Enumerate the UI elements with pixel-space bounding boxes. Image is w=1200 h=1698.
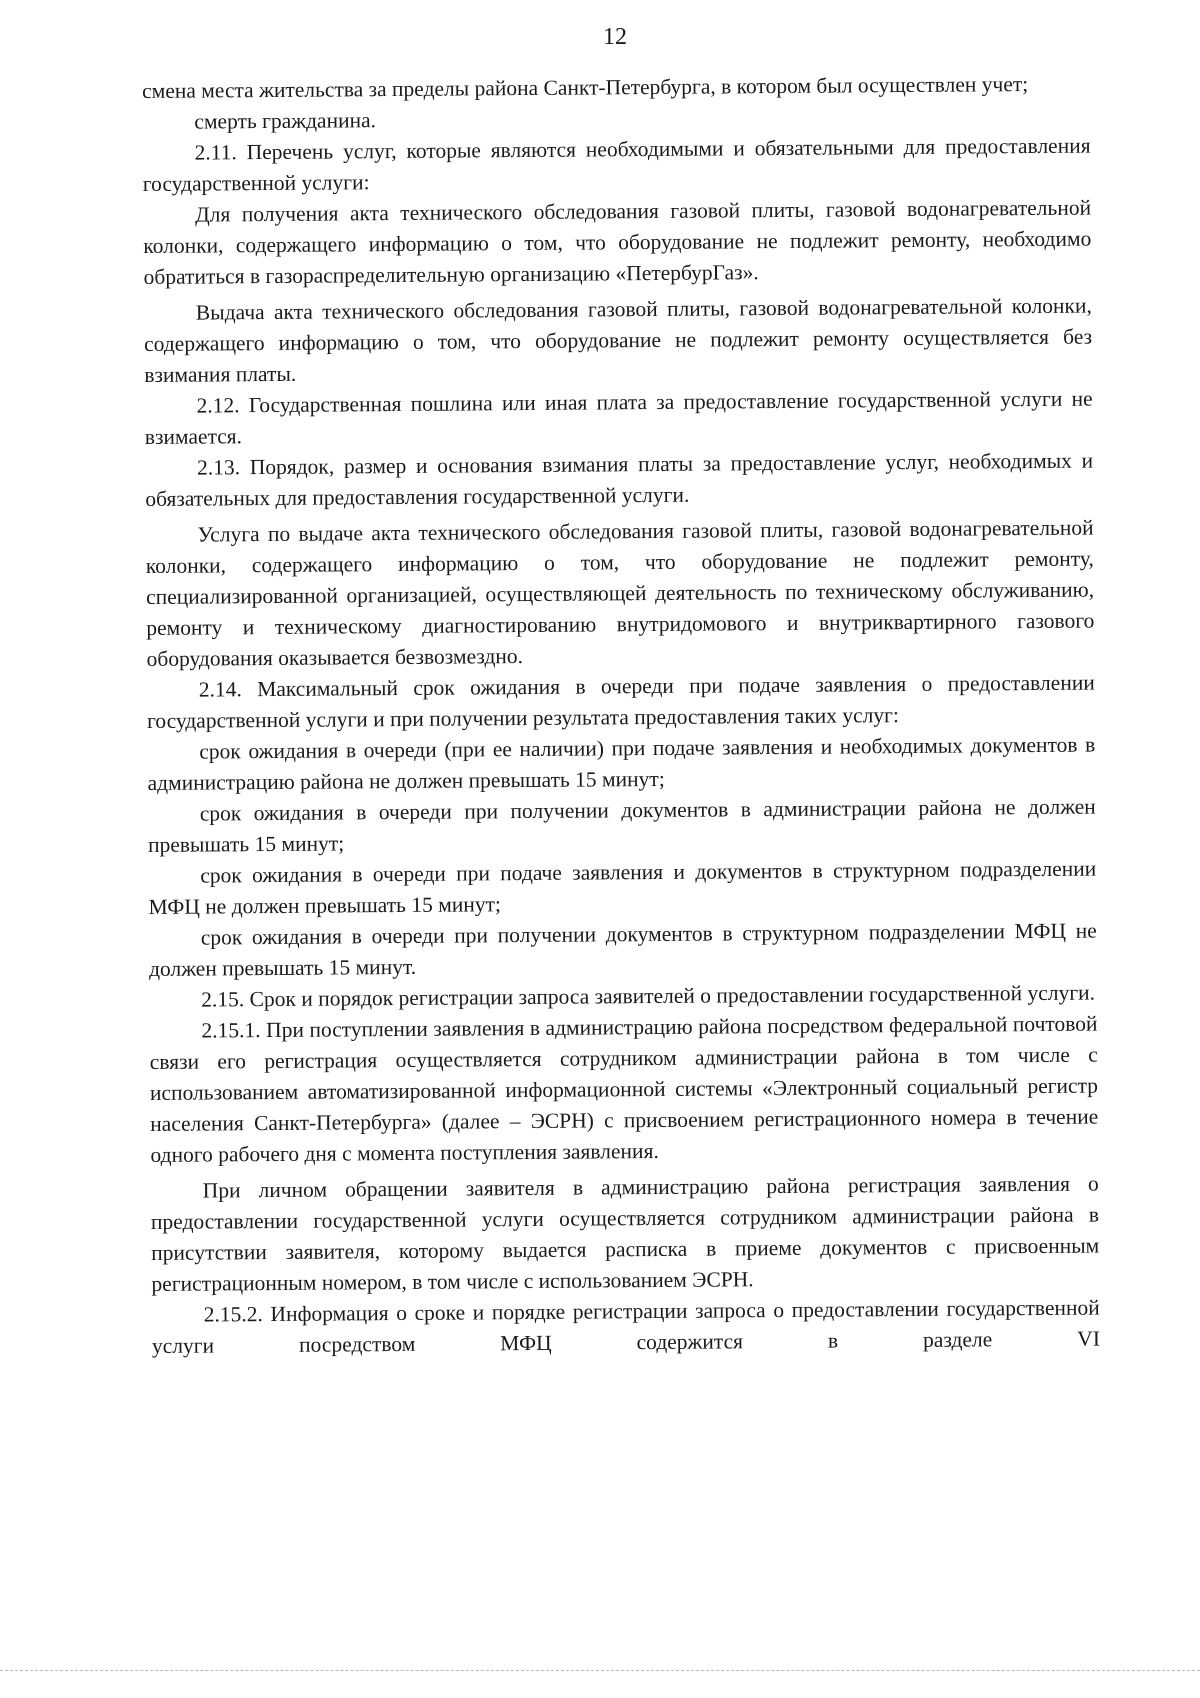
paragraph-wait-submit-admin: срок ожидания в очереди (при ее наличии) при подаче заявления и необходимых документов в администрацию района не должен превышать 15 минут;	[147, 732, 1096, 795]
scan-edge-line	[0, 1670, 1200, 1671]
paragraph-residence-change: смена места жительства за пределы района Санкт-Петербурга, в котором был осуществлен учет;	[142, 72, 1029, 103]
paragraph-2-14: 2.14. Максимальный срок ожидания в очереди при подаче заявления о предоставлении государственной услуги и при получении результата предоставления таких услуг:	[146, 670, 1095, 733]
paragraph-2-11: 2.11. Перечень услуг, которые являются необходимыми и обязательными для предоставления государственной услуги:	[142, 133, 1091, 196]
paragraph-2-15-2: 2.15.2. Информация о сроке и порядке регистрации запроса о предоставлении государственной услуги посредством МФЦ содержится в разделе VI	[151, 1295, 1101, 1358]
paragraph-2-15: 2.15. Срок и порядок регистрации запроса заявителей о предоставлении государственной услуги.	[201, 980, 1096, 1012]
paragraph-2-13: 2.13. Порядок, размер и основания взимания платы за предоставление услуг, необходимых и обязательных для предоставления государственной услуги.	[145, 448, 1094, 511]
paragraph-2-15-1: 2.15.1. При поступлении заявления в администрацию района посредством федеральной почтовой связи его регистрация осуществляется сотрудником администрации района в том числе с использованием автоматизированной информационной системы «Электронный социальный регистр населения Санкт-Петербурга» (далее – ЭСРН) с присвоением регистрационного номера в течение одного рабочего дня с момента поступления заявления.	[149, 1011, 1099, 1167]
paragraph-wait-receive-admin: срок ожидания в очереди при получении документов в администрации района не должен превышать 15 минут;	[147, 794, 1096, 857]
paragraph-2-12: 2.12. Государственная пошлина или иная плата за предоставление государственной услуги не взимается.	[144, 386, 1093, 449]
document-body	[142, 69, 1100, 1362]
page-number: 12	[603, 24, 627, 50]
paragraph-gas-act-request: Для получения акта технического обследования газовой плиты, газовой водонагревательной колонки, содержащего информацию о том, что оборудование не подлежит ремонту, необходимо обратиться в газораспределительную организацию «ПетербурГаз».	[143, 195, 1092, 289]
paragraph-service-free: Услуга по выдаче акта технического обследования газовой плиты, газовой водонагревательной колонки, содержащего информацию о том, что оборудование не подлежит ремонту, специализированной организацией, осуществляющей деятельность по техническому обслуживанию, ремонту и техническому диагностированию внутридомового и внутриквартирного газового оборудования оказывается безвозмездно.	[145, 515, 1095, 671]
paragraph-wait-receive-mfc: срок ожидания в очереди при получении документов в структурном подразделении МФЦ не должен превышать 15 минут.	[148, 918, 1097, 981]
paragraph-personal-visit: При личном обращении заявителя в администрацию района регистрация заявления о предоставлении государственной услуги осуществляется сотрудником администрации района в присутствии заявителя, которому выдается расписка в приеме документов с присвоенным регистрационным номером, в том числе с использованием ЭСРН.	[150, 1171, 1100, 1296]
paragraph-wait-submit-mfc: срок ожидания в очереди при подаче заявления и документов в структурном подразделении МФЦ не должен превышать 15 минут;	[148, 856, 1097, 919]
paragraph-death: смерть гражданина.	[194, 108, 377, 134]
paragraph-gas-act-free: Выдача акта технического обследования газовой плиты, газовой водонагревательной колонки, содержащего информацию о том, что оборудование не подлежит ремонту осуществляется без взимания платы.	[144, 293, 1093, 387]
